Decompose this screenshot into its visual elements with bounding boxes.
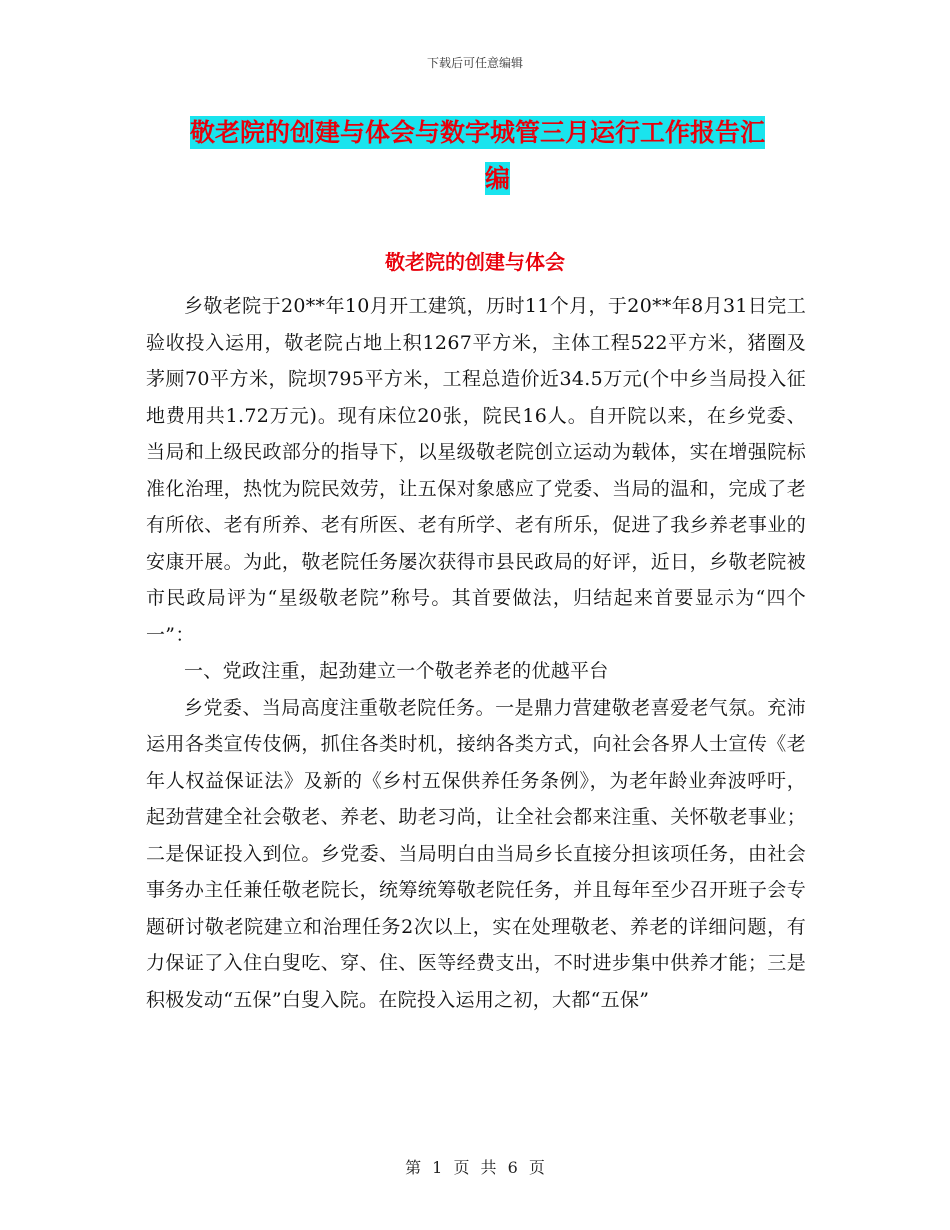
page-header-note: 下载后可任意编辑: [426, 56, 523, 70]
title-line-2: 编: [484, 164, 510, 193]
page-footer: 第 1 页 共 6 页: [405, 1158, 545, 1177]
paragraph-heading: 一、党政注重，起劲建立一个敬老养老的优越平台: [184, 660, 609, 682]
paragraph: 乡党委、当局高度注重敬老院任务。一是鼎力营建敬老喜爱老气氛。充沛运用各类宣传伎俩，抓住各类时机，接纳各类方式，向社会各界人士宣传《老年人权益保证法》及新的《乡村五保供养任务条例》，为老年龄业奔波呼吁，起劲营建全社会敬老、养老、助老习尚，让全社会都来注重、关怀敬老事业；二是保证投入到位。乡党委、当局明白由当局乡长直接分担该项任务，由社会事务办主任兼任敬老院长，统筹统筹敬老院任务，并且每年至少召开班子会专题研讨敬老院建立和治理任务2次以上，实在处理敬老、养老的详细问题，有力保证了入住白叟吃、穿、住、医等经费支出，不时进步集中供养才能；三是积极发动“五保”白叟入院。在院投入运用之初，大都“五保”: [146, 696, 806, 1011]
title-line-1: 敬老院的创建与体会与数字城管三月运行工作报告汇: [190, 118, 766, 147]
paragraph: 乡敬老院于20**年10月开工建筑，历时11个月，于20**年8月31日完工验收投入运用，敬老院占地上积1267平方米，主体工程522平方米，猪圈及茅厕70平方米，院坝795平方米，工程总造价近34.5万元(个中乡当局投入征地费用共1.72万元)。现有床位20张，院民16人。自开院以来，在乡党委、当局和上级民政部分的指导下，以星级敬老院创立运动为载体，实在增强院标准化治理，热忱为院民效劳，让五保对象感应了党委、当局的温和，完成了老有所依、老有所养、老有所医、老有所学、老有所乐，促进了我乡养老事业的安康开展。为此，敬老院任务屡次获得市县民政局的好评，近日，乡敬老院被市民政局评为“星级敬老院”称号。其首要做法，归结起来首要显示为“四个一”：: [146, 295, 806, 646]
body-text: [146, 288, 806, 1018]
section-title: 敬老院的创建与体会: [385, 250, 565, 274]
document-title: [190, 110, 805, 202]
